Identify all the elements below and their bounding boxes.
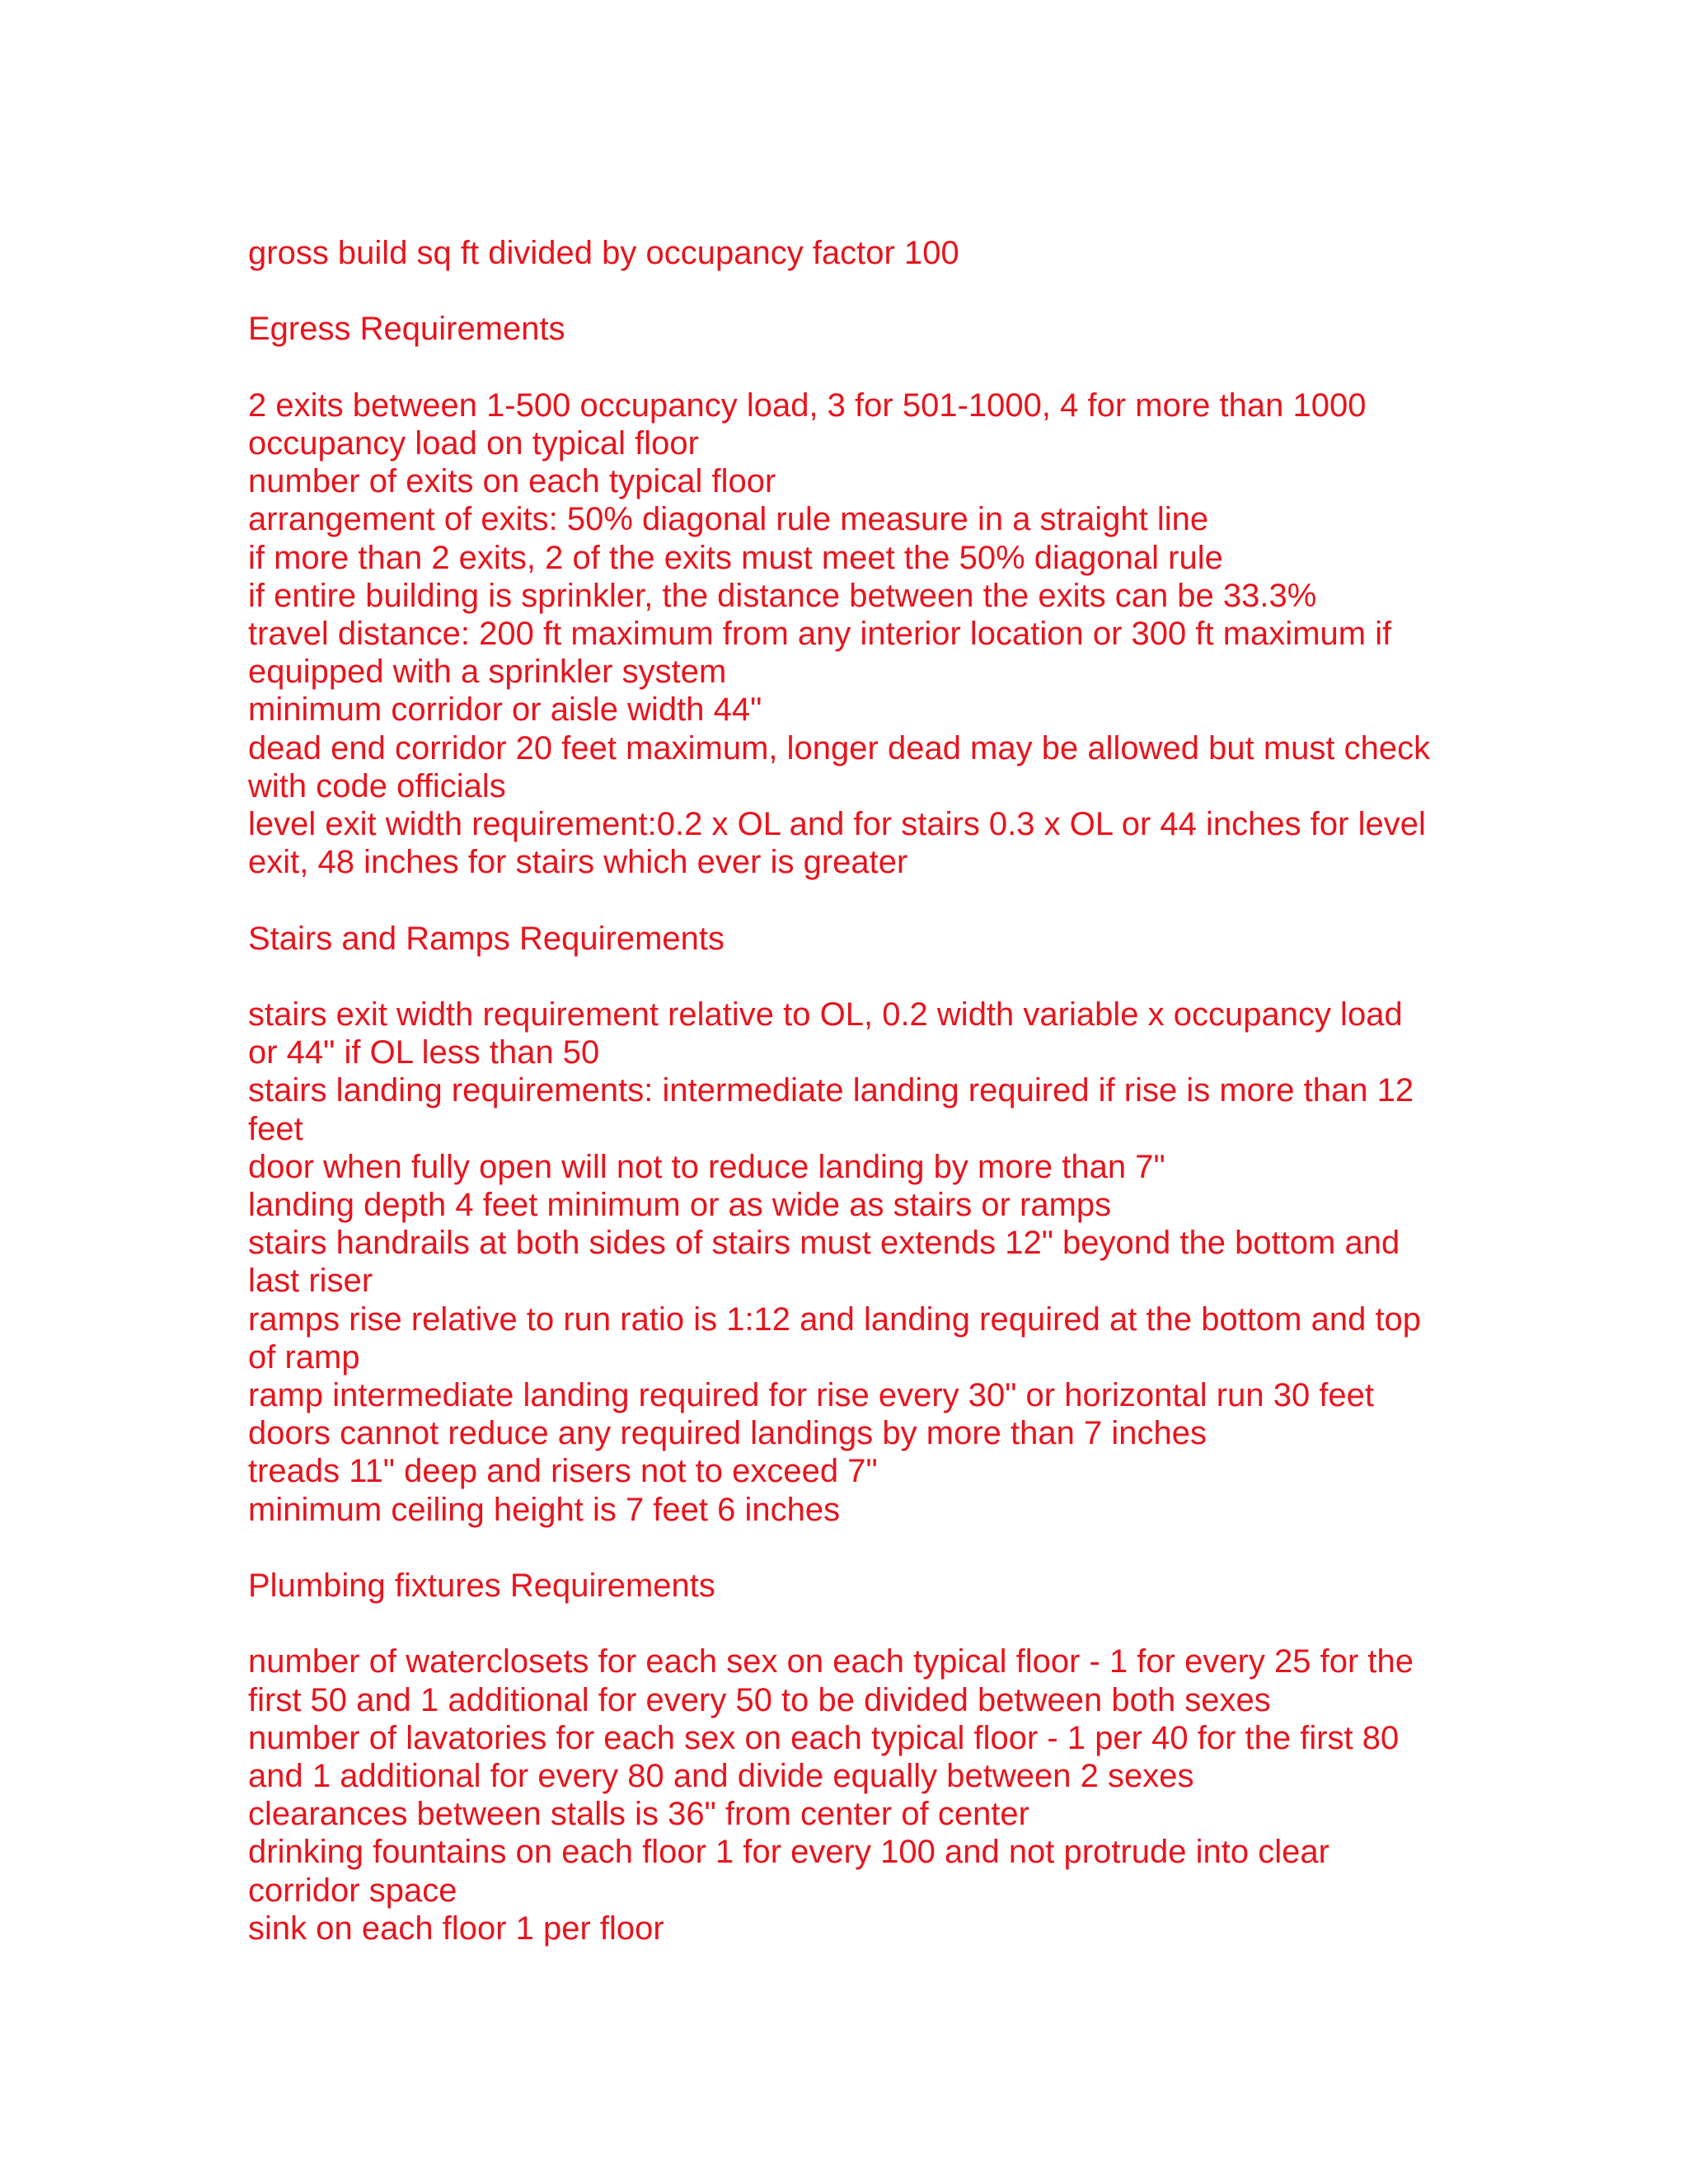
text-line: ramp intermediate landing required for rise every 30" or horizontal run 30 feet bbox=[248, 1377, 1375, 1414]
blank-line bbox=[248, 1605, 1451, 1643]
blank-line bbox=[248, 881, 1451, 919]
text-line: arrangement of exits: 50% diagonal rule measure in a straight line bbox=[248, 501, 1209, 538]
text-line: dead end corridor 20 feet maximum, longer dead may be allowed but must check bbox=[248, 729, 1431, 766]
text-line: and 1 additional for every 80 and divide equally between 2 sexes bbox=[248, 1758, 1194, 1795]
section-heading-stairs-ramps: Stairs and Ramps Requirements bbox=[248, 920, 725, 957]
text-line: stairs exit width requirement relative to OL, 0.2 width variable x occupancy load bbox=[248, 996, 1403, 1033]
text-line: sink on each floor 1 per floor bbox=[248, 1910, 664, 1947]
text-line: drinking fountains on each floor 1 for every 100 and not protrude into clear bbox=[248, 1834, 1329, 1871]
text-line: stairs landing requirements: intermediate landing required if rise is more than 12 bbox=[248, 1072, 1414, 1109]
section-heading-egress: Egress Requirements bbox=[248, 311, 565, 348]
text-line: 2 exits between 1-500 occupancy load, 3 for 501-1000, 4 for more than 1000 bbox=[248, 387, 1367, 424]
text-line: travel distance: 200 ft maximum from any interior location or 300 ft maximum if bbox=[248, 616, 1392, 652]
text-line: if entire building is sprinkler, the distance between the exits can be 33.3% bbox=[248, 577, 1317, 614]
text-line: number of exits on each typical floor bbox=[248, 463, 776, 500]
text-line: gross build sq ft divided by occupancy factor 100 bbox=[248, 235, 959, 271]
section-heading-plumbing: Plumbing fixtures Requirements bbox=[248, 1568, 715, 1605]
text-line: with code officials bbox=[248, 767, 506, 804]
text-line: feet bbox=[248, 1110, 303, 1147]
text-line: number of waterclosets for each sex on each typical floor - 1 for every 25 for the bbox=[248, 1643, 1414, 1680]
text-line: occupancy load on typical floor bbox=[248, 424, 699, 462]
text-line: ramps rise relative to run ratio is 1:12 and landing required at the bottom and top bbox=[248, 1301, 1422, 1338]
text-line: exit, 48 inches for stairs which ever is greater bbox=[248, 844, 908, 881]
text-line: number of lavatories for each sex on each typical floor - 1 per 40 for the first 80 bbox=[248, 1719, 1400, 1756]
text-line: landing depth 4 feet minimum or as wide as stairs or ramps bbox=[248, 1187, 1112, 1224]
blank-line bbox=[248, 1529, 1451, 1567]
text-line: stairs handrails at both sides of stairs must extends 12" beyond the bottom and bbox=[248, 1225, 1400, 1262]
text-line: level exit width requirement:0.2 x OL and for stairs 0.3 x OL or 44 inches for level bbox=[248, 806, 1426, 843]
blank-line bbox=[248, 349, 1451, 387]
text-line: door when fully open will not to reduce landing by more than 7" bbox=[248, 1148, 1165, 1185]
text-line: clearances between stalls is 36" from center of center bbox=[248, 1796, 1029, 1833]
blank-line bbox=[248, 958, 1451, 996]
text-line: minimum corridor or aisle width 44" bbox=[248, 691, 762, 729]
text-line: equipped with a sprinkler system bbox=[248, 654, 727, 691]
text-line: if more than 2 exits, 2 of the exits must meet the 50% diagonal rule bbox=[248, 539, 1223, 576]
text-line: corridor space bbox=[248, 1872, 457, 1909]
text-line: treads 11" deep and risers not to exceed 7" bbox=[248, 1453, 878, 1490]
blank-line bbox=[248, 272, 1451, 310]
text-line: first 50 and 1 additional for every 50 to be divided between both sexes bbox=[248, 1681, 1271, 1718]
document-body bbox=[248, 234, 1451, 1947]
text-line: minimum ceiling height is 7 feet 6 inches bbox=[248, 1491, 841, 1528]
text-line: doors cannot reduce any required landings by more than 7 inches bbox=[248, 1415, 1207, 1452]
text-line: of ramp bbox=[248, 1338, 360, 1376]
text-line: or 44" if OL less than 50 bbox=[248, 1034, 600, 1071]
text-line: last riser bbox=[248, 1263, 373, 1300]
